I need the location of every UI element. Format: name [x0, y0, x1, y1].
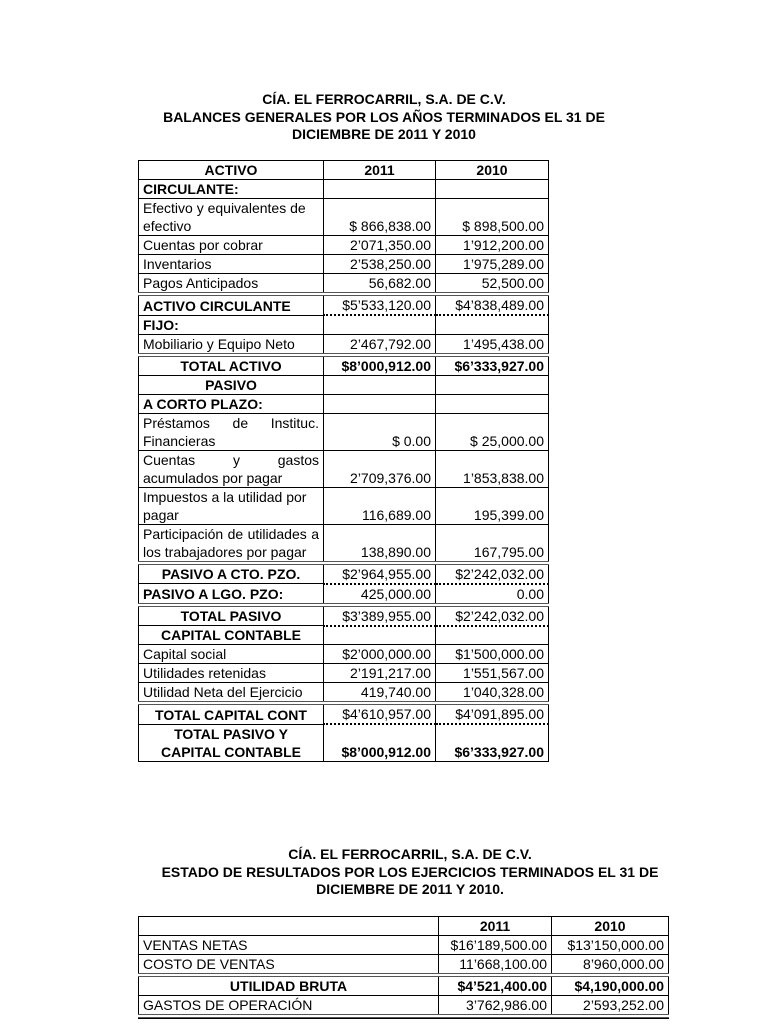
row-label: FIJO: [139, 315, 324, 334]
table-row [139, 683, 549, 704]
value-2011: 425,000.00 [324, 584, 436, 605]
value-2011 [324, 626, 436, 645]
value-2010: $2’242,032.00 [436, 563, 549, 584]
row-label [139, 1016, 439, 1019]
value-2011: $ 0.00 [324, 413, 436, 450]
row-label: UTILIDAD BRUTA [139, 975, 439, 996]
row-label: Pagos Anticipados [139, 274, 324, 295]
value-2011: $3’389,955.00 [324, 605, 436, 626]
value-2010: $4’838,489.00 [436, 294, 549, 315]
value-2010: $13’150,000.00 [552, 936, 669, 955]
value-2011: 116,689.00 [324, 487, 436, 524]
value-2011: 2’191,217.00 [324, 664, 436, 683]
row-label: PASIVO A LGO. PZO: [139, 584, 324, 605]
value-2011: $ 866,838.00 [324, 199, 436, 236]
value-2011 [439, 1016, 552, 1019]
value-2011: $8’000,912.00 [324, 355, 436, 376]
results-title-line: ESTADO DE RESULTADOS POR LOS EJERCICIOS TERMINADOS EL 31 DE [161, 863, 659, 880]
row-label: CIRCULANTE: [139, 180, 324, 199]
row-label: ACTIVO CIRCULANTE [139, 294, 324, 315]
row-label: PASIVO A CTO. PZO. [139, 563, 324, 584]
balance-company-name: CÍA. EL FERROCARRIL, S.A. DE C.V. [262, 91, 506, 107]
table-row [139, 955, 669, 976]
table-row [139, 524, 549, 563]
value-2010: $ 898,500.00 [436, 199, 549, 236]
column-header-2011: 2011 [439, 917, 552, 936]
table-row [139, 199, 549, 236]
table-row [139, 996, 669, 1017]
column-header-2010: 2010 [436, 161, 549, 180]
header-row [139, 161, 549, 180]
value-2011 [324, 375, 436, 394]
value-2010 [436, 180, 549, 199]
table-row [139, 724, 549, 761]
table-row [139, 450, 549, 487]
column-header-2011: 2011 [324, 161, 436, 180]
value-2010: $4,190,000.00 [552, 975, 669, 996]
table-row [139, 294, 549, 315]
row-label: PASIVO [139, 375, 324, 394]
results-company-name: CÍA. EL FERROCARRIL, S.A. DE C.V. [288, 846, 532, 862]
table-row [139, 274, 549, 295]
value-2010: 1’495,438.00 [436, 334, 549, 355]
value-2011: $8’000,912.00 [324, 724, 436, 761]
value-2010: $6’333,927.00 [436, 355, 549, 376]
income-statement-table [138, 916, 669, 1019]
value-2011 [324, 180, 436, 199]
row-label: Impuestos a la utilidad por pagar [139, 487, 324, 524]
table-row [139, 315, 549, 334]
column-header-2010: 2010 [552, 917, 669, 936]
income-statement-title [130, 846, 690, 899]
value-2011 [324, 315, 436, 334]
row-label: TOTAL PASIVO [139, 605, 324, 626]
value-2011: 3’762,986.00 [439, 996, 552, 1017]
value-2010: 1’975,289.00 [436, 255, 549, 274]
row-label: CAPITAL CONTABLE [139, 626, 324, 645]
value-2011: $4’610,957.00 [324, 703, 436, 724]
value-2011: $5’533,120.00 [324, 294, 436, 315]
value-2011: $16’189,500.00 [439, 936, 552, 955]
row-label: Inventarios [139, 255, 324, 274]
value-2011: 2’709,376.00 [324, 450, 436, 487]
column-header-concept: ACTIVO [139, 161, 324, 180]
table-row [139, 975, 669, 996]
row-label: TOTAL PASIVO Y CAPITAL CONTABLE [139, 724, 324, 761]
row-label: Cuentas por cobrar [139, 236, 324, 255]
value-2010: $6’333,927.00 [436, 724, 549, 761]
row-label: A CORTO PLAZO: [139, 394, 324, 413]
table-row [139, 255, 549, 274]
value-2011 [324, 394, 436, 413]
table-row [139, 487, 549, 524]
table-row [139, 703, 549, 724]
value-2011: $2’964,955.00 [324, 563, 436, 584]
balance-sheet-table [138, 160, 549, 762]
row-label: Cuentas y gastos acumulados por pagar [139, 450, 324, 487]
value-2010: $ 25,000.00 [436, 413, 549, 450]
balance-sheet-title [160, 91, 608, 144]
value-2010 [436, 375, 549, 394]
value-2011: 138,890.00 [324, 524, 436, 563]
row-label: TOTAL CAPITAL CONT [139, 703, 324, 724]
table-row [139, 236, 549, 255]
value-2011: 11’668,100.00 [439, 955, 552, 976]
value-2010 [436, 626, 549, 645]
row-label: Préstamos de Instituc. Financieras [139, 413, 324, 450]
balance-title-line: BALANCES GENERALES POR LOS AÑOS TERMINADOS EL 31 DE [163, 108, 605, 125]
table-row [139, 355, 549, 376]
row-label: GASTOS DE OPERACIÓN [139, 996, 439, 1017]
value-2010 [436, 315, 549, 334]
value-2010: 52,500.00 [436, 274, 549, 295]
table-row [139, 664, 549, 683]
row-label: Mobiliario y Equipo Neto [139, 334, 324, 355]
table-row [139, 394, 549, 413]
table-row [139, 584, 549, 605]
value-2011: $2’000,000.00 [324, 645, 436, 664]
results-title-date: DICIEMBRE DE 2011 Y 2010. [316, 881, 504, 897]
table-row [139, 1016, 669, 1019]
row-label: Utilidades retenidas [139, 664, 324, 683]
table-row [139, 645, 549, 664]
value-2010: 1’551,567.00 [436, 664, 549, 683]
value-2011: 419,740.00 [324, 683, 436, 704]
table-row [139, 413, 549, 450]
value-2010: $1’500,000.00 [436, 645, 549, 664]
table-row [139, 626, 549, 645]
value-2010: 167,795.00 [436, 524, 549, 563]
table-row [139, 605, 549, 626]
row-label: VENTAS NETAS [139, 936, 439, 955]
value-2010: 1’853,838.00 [436, 450, 549, 487]
value-2011: 2’071,350.00 [324, 236, 436, 255]
row-label: Participación de utilidades a los trabajadores por pagar [139, 524, 324, 563]
header-row [139, 917, 669, 936]
value-2010: 8’960,000.00 [552, 955, 669, 976]
value-2010: 1’912,200.00 [436, 236, 549, 255]
row-label: Utilidad Neta del Ejercicio [139, 683, 324, 704]
row-label: Efectivo y equivalentes de efectivo [139, 199, 324, 236]
column-header-concept [139, 917, 439, 936]
row-label: Capital social [139, 645, 324, 664]
value-2011: $4’521,400.00 [439, 975, 552, 996]
row-label: TOTAL ACTIVO [139, 355, 324, 376]
value-2010: $4’091,895.00 [436, 703, 549, 724]
value-2011: 2’538,250.00 [324, 255, 436, 274]
value-2010 [436, 394, 549, 413]
value-2011: 56,682.00 [324, 274, 436, 295]
table-row [139, 936, 669, 955]
value-2010: 195,399.00 [436, 487, 549, 524]
table-row [139, 375, 549, 394]
value-2010: 2’593,252.00 [552, 996, 669, 1017]
table-row [139, 180, 549, 199]
value-2010: $2’242,032.00 [436, 605, 549, 626]
row-label: COSTO DE VENTAS [139, 955, 439, 976]
value-2010 [552, 1016, 669, 1019]
value-2010: 0.00 [436, 584, 549, 605]
table-row [139, 563, 549, 584]
value-2010: 1’040,328.00 [436, 683, 549, 704]
value-2011: 2’467,792.00 [324, 334, 436, 355]
table-row [139, 334, 549, 355]
balance-title-date: DICIEMBRE DE 2011 Y 2010 [292, 126, 476, 142]
